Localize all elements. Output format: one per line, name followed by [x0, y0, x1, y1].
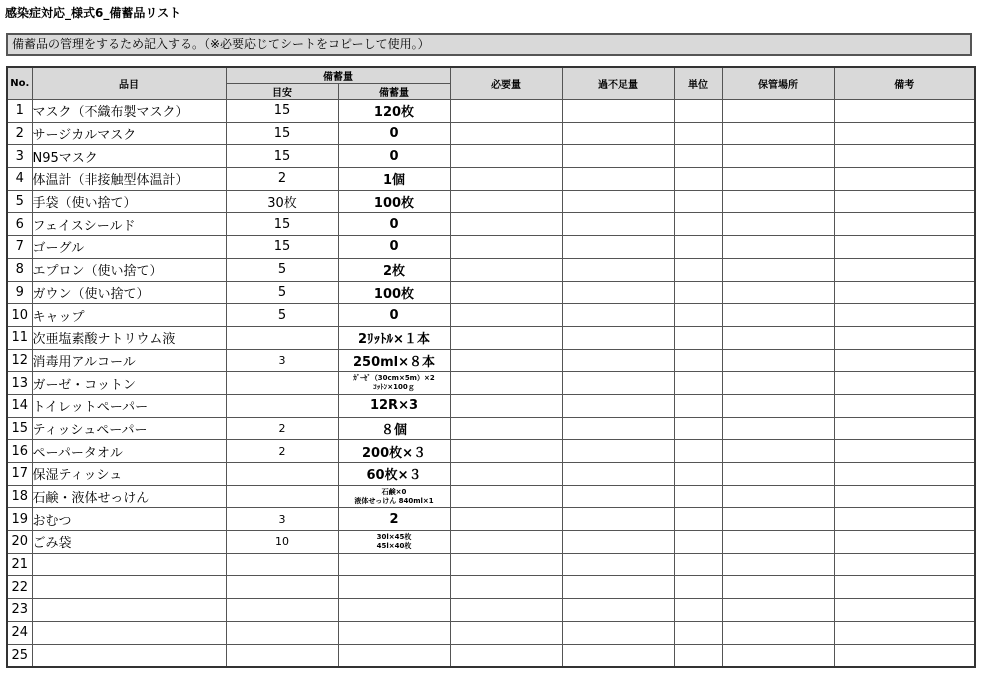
item-name-cell[interactable]: ガーゼ・コットン [32, 372, 226, 395]
storage-cell[interactable] [722, 168, 834, 191]
header-required: 必要量 [450, 67, 562, 100]
target-cell[interactable] [226, 463, 338, 486]
item-name-cell[interactable] [32, 599, 226, 622]
header-stock: 備蓄量 [338, 84, 450, 100]
target-cell[interactable]: 10 [226, 531, 338, 554]
unit-cell[interactable] [674, 349, 722, 372]
storage-cell[interactable] [722, 463, 834, 486]
header-storage: 保管場所 [722, 67, 834, 100]
table-row [7, 463, 975, 486]
target-cell[interactable]: 15 [226, 100, 338, 123]
unit-cell[interactable] [674, 394, 722, 417]
remarks-cell[interactable] [834, 281, 975, 304]
target-cell[interactable]: 5 [226, 258, 338, 281]
remarks-cell[interactable] [834, 372, 975, 395]
target-cell[interactable] [226, 326, 338, 349]
shortage-cell[interactable] [562, 213, 674, 236]
remarks-cell[interactable] [834, 326, 975, 349]
remarks-cell[interactable] [834, 213, 975, 236]
item-name-cell[interactable]: フェイスシールド [32, 213, 226, 236]
unit-cell[interactable] [674, 258, 722, 281]
remarks-cell[interactable] [834, 621, 975, 644]
storage-cell[interactable] [722, 531, 834, 554]
shortage-cell[interactable] [562, 258, 674, 281]
shortage-cell[interactable] [562, 190, 674, 213]
stock-cell[interactable]: 100枚 [338, 190, 450, 213]
required-cell[interactable] [450, 644, 562, 667]
shortage-cell[interactable] [562, 349, 674, 372]
table-row [7, 349, 975, 372]
row-number[interactable]: 17 [7, 463, 32, 486]
shortage-cell[interactable] [562, 599, 674, 622]
unit-cell[interactable] [674, 326, 722, 349]
item-name-cell[interactable]: N95マスク [32, 145, 226, 168]
required-cell[interactable] [450, 190, 562, 213]
row-number[interactable]: 5 [7, 190, 32, 213]
target-cell[interactable]: 15 [226, 213, 338, 236]
table-row [7, 100, 975, 123]
storage-cell[interactable] [722, 236, 834, 259]
item-name-cell[interactable]: サージカルマスク [32, 122, 226, 145]
table-row [7, 440, 975, 463]
required-cell[interactable] [450, 213, 562, 236]
item-name-cell[interactable] [32, 621, 226, 644]
required-cell[interactable] [450, 258, 562, 281]
required-cell[interactable] [450, 349, 562, 372]
row-number[interactable]: 21 [7, 553, 32, 576]
stock-line: ｺｯﾄﾝ×100ｇ [373, 383, 415, 392]
unit-cell[interactable] [674, 508, 722, 531]
required-cell[interactable] [450, 372, 562, 395]
table-row [7, 644, 975, 667]
target-cell[interactable] [226, 485, 338, 508]
table-row [7, 508, 975, 531]
stock-cell[interactable] [338, 621, 450, 644]
shortage-cell[interactable] [562, 394, 674, 417]
stock-line: 液体せっけん 840ml×1 [354, 496, 434, 505]
target-cell[interactable]: 2 [226, 417, 338, 440]
shortage-cell[interactable] [562, 122, 674, 145]
item-name-cell[interactable]: 石鹸・液体せっけん [32, 485, 226, 508]
remarks-cell[interactable] [834, 168, 975, 191]
unit-cell[interactable] [674, 304, 722, 327]
required-cell[interactable] [450, 417, 562, 440]
unit-cell[interactable] [674, 644, 722, 667]
table-row [7, 213, 975, 236]
stock-cell[interactable]: 100枚 [338, 281, 450, 304]
target-cell[interactable]: 15 [226, 145, 338, 168]
stock-cell[interactable] [338, 485, 450, 508]
remarks-cell[interactable] [834, 417, 975, 440]
unit-cell[interactable] [674, 531, 722, 554]
storage-cell[interactable] [722, 100, 834, 123]
target-cell[interactable] [226, 644, 338, 667]
stock-list-table [6, 66, 976, 668]
row-number[interactable]: 24 [7, 621, 32, 644]
target-cell[interactable] [226, 621, 338, 644]
table-row [7, 485, 975, 508]
table-row [7, 417, 975, 440]
stock-cell[interactable]: ８個 [338, 417, 450, 440]
remarks-cell[interactable] [834, 644, 975, 667]
required-cell[interactable] [450, 576, 562, 599]
remarks-cell[interactable] [834, 576, 975, 599]
table-row [7, 553, 975, 576]
target-cell[interactable]: 15 [226, 122, 338, 145]
storage-cell[interactable] [722, 258, 834, 281]
item-name-cell[interactable]: ゴーグル [32, 236, 226, 259]
item-name-cell[interactable] [32, 576, 226, 599]
table-row [7, 145, 975, 168]
target-cell[interactable]: 30枚 [226, 190, 338, 213]
required-cell[interactable] [450, 145, 562, 168]
remarks-cell[interactable] [834, 394, 975, 417]
row-number[interactable]: 23 [7, 599, 32, 622]
remarks-cell[interactable] [834, 258, 975, 281]
storage-cell[interactable] [722, 576, 834, 599]
stock-cell[interactable]: 0 [338, 145, 450, 168]
required-cell[interactable] [450, 463, 562, 486]
item-name-cell[interactable]: 体温計（非接触型体温計） [32, 168, 226, 191]
row-number[interactable]: 2 [7, 122, 32, 145]
item-name-cell[interactable]: トイレットペーパー [32, 394, 226, 417]
target-cell[interactable]: 15 [226, 236, 338, 259]
stock-cell[interactable] [338, 372, 450, 395]
header-shortage: 過不足量 [562, 67, 674, 100]
shortage-cell[interactable] [562, 440, 674, 463]
storage-cell[interactable] [722, 372, 834, 395]
remarks-cell[interactable] [834, 440, 975, 463]
shortage-cell[interactable] [562, 281, 674, 304]
table-row [7, 258, 975, 281]
stock-line: 45l×40枚 [376, 541, 412, 550]
table-row [7, 190, 975, 213]
item-name-cell[interactable]: マスク（不織布製マスク） [32, 100, 226, 123]
row-number[interactable]: 7 [7, 236, 32, 259]
item-name-cell[interactable]: 消毒用アルコール [32, 349, 226, 372]
item-name-cell[interactable]: ペーパータオル [32, 440, 226, 463]
storage-cell[interactable] [722, 508, 834, 531]
unit-cell[interactable] [674, 168, 722, 191]
target-cell[interactable] [226, 553, 338, 576]
item-name-cell[interactable]: 手袋（使い捨て） [32, 190, 226, 213]
stock-cell[interactable]: 12R×3 [338, 394, 450, 417]
remarks-cell[interactable] [834, 553, 975, 576]
item-name-cell[interactable] [32, 644, 226, 667]
instruction-note: 備蓄品の管理をするため記入する。（※必要応じてシートをコピーして使用。） [6, 33, 972, 56]
stock-cell[interactable]: 2 [338, 508, 450, 531]
unit-cell[interactable] [674, 417, 722, 440]
stock-cell[interactable] [338, 599, 450, 622]
row-number[interactable]: 8 [7, 258, 32, 281]
remarks-cell[interactable] [834, 508, 975, 531]
table-row [7, 576, 975, 599]
storage-cell[interactable] [722, 213, 834, 236]
required-cell[interactable] [450, 440, 562, 463]
row-number[interactable]: 19 [7, 508, 32, 531]
unit-cell[interactable] [674, 281, 722, 304]
stock-cell[interactable] [338, 576, 450, 599]
remarks-cell[interactable] [834, 236, 975, 259]
required-cell[interactable] [450, 394, 562, 417]
storage-cell[interactable] [722, 599, 834, 622]
target-cell[interactable] [226, 372, 338, 395]
row-number[interactable]: 18 [7, 485, 32, 508]
unit-cell[interactable] [674, 485, 722, 508]
stock-line: 石鹸×0 [381, 487, 407, 496]
table-row [7, 372, 975, 395]
table-row [7, 599, 975, 622]
unit-cell[interactable] [674, 100, 722, 123]
table-row [7, 304, 975, 327]
table-row [7, 168, 975, 191]
required-cell[interactable] [450, 621, 562, 644]
required-cell[interactable] [450, 281, 562, 304]
storage-cell[interactable] [722, 122, 834, 145]
stock-cell[interactable]: 200枚×３ [338, 440, 450, 463]
item-name-cell[interactable]: ティッシュペーパー [32, 417, 226, 440]
storage-cell[interactable] [722, 190, 834, 213]
row-number[interactable]: 16 [7, 440, 32, 463]
stock-cell[interactable] [338, 531, 450, 554]
remarks-cell[interactable] [834, 463, 975, 486]
required-cell[interactable] [450, 122, 562, 145]
row-number[interactable]: 3 [7, 145, 32, 168]
stock-cell[interactable]: 2ﾘｯﾄﾙ×１本 [338, 326, 450, 349]
header-target: 目安 [226, 84, 338, 100]
shortage-cell[interactable] [562, 553, 674, 576]
table-row [7, 621, 975, 644]
item-name-cell[interactable]: 保湿ティッシュ [32, 463, 226, 486]
storage-cell[interactable] [722, 440, 834, 463]
stock-cell[interactable] [338, 644, 450, 667]
header-no: No. [7, 67, 32, 100]
item-name-cell[interactable]: 次亜塩素酸ナトリウム液 [32, 326, 226, 349]
shortage-cell[interactable] [562, 326, 674, 349]
stock-cell[interactable]: 0 [338, 122, 450, 145]
target-cell[interactable]: 5 [226, 304, 338, 327]
required-cell[interactable] [450, 326, 562, 349]
remarks-cell[interactable] [834, 599, 975, 622]
page-title: 感染症対応_様式6_備蓄品リスト [5, 6, 182, 20]
unit-cell[interactable] [674, 190, 722, 213]
storage-cell[interactable] [722, 145, 834, 168]
unit-cell[interactable] [674, 463, 722, 486]
unit-cell[interactable] [674, 440, 722, 463]
unit-cell[interactable] [674, 213, 722, 236]
storage-cell[interactable] [722, 621, 834, 644]
unit-cell[interactable] [674, 372, 722, 395]
required-cell[interactable] [450, 599, 562, 622]
stock-cell[interactable] [338, 553, 450, 576]
item-name-cell[interactable]: ごみ袋 [32, 531, 226, 554]
target-cell[interactable]: 2 [226, 168, 338, 191]
storage-cell[interactable] [722, 349, 834, 372]
target-cell[interactable]: 3 [226, 508, 338, 531]
stock-cell[interactable]: 2枚 [338, 258, 450, 281]
stock-cell[interactable]: 1個 [338, 168, 450, 191]
item-name-cell[interactable]: おむつ [32, 508, 226, 531]
shortage-cell[interactable] [562, 372, 674, 395]
row-number[interactable]: 12 [7, 349, 32, 372]
remarks-cell[interactable] [834, 349, 975, 372]
shortage-cell[interactable] [562, 236, 674, 259]
shortage-cell[interactable] [562, 621, 674, 644]
shortage-cell[interactable] [562, 145, 674, 168]
required-cell[interactable] [450, 168, 562, 191]
shortage-cell[interactable] [562, 644, 674, 667]
storage-cell[interactable] [722, 394, 834, 417]
shortage-cell[interactable] [562, 168, 674, 191]
unit-cell[interactable] [674, 122, 722, 145]
storage-cell[interactable] [722, 417, 834, 440]
unit-cell[interactable] [674, 599, 722, 622]
remarks-cell[interactable] [834, 190, 975, 213]
shortage-cell[interactable] [562, 531, 674, 554]
target-cell[interactable] [226, 599, 338, 622]
row-number[interactable]: 20 [7, 531, 32, 554]
row-number[interactable]: 15 [7, 417, 32, 440]
header-remarks: 備考 [834, 67, 975, 100]
shortage-cell[interactable] [562, 485, 674, 508]
required-cell[interactable] [450, 100, 562, 123]
target-cell[interactable]: 3 [226, 349, 338, 372]
header-stock-group: 備蓄量 [226, 67, 450, 84]
remarks-cell[interactable] [834, 485, 975, 508]
table-row [7, 122, 975, 145]
shortage-cell[interactable] [562, 463, 674, 486]
row-number[interactable]: 10 [7, 304, 32, 327]
row-number[interactable]: 13 [7, 372, 32, 395]
row-number[interactable]: 25 [7, 644, 32, 667]
header-item: 品目 [32, 67, 226, 100]
required-cell[interactable] [450, 304, 562, 327]
shortage-cell[interactable] [562, 304, 674, 327]
stock-cell[interactable]: 0 [338, 304, 450, 327]
stock-cell[interactable]: 0 [338, 213, 450, 236]
unit-cell[interactable] [674, 145, 722, 168]
storage-cell[interactable] [722, 281, 834, 304]
shortage-cell[interactable] [562, 100, 674, 123]
stock-line: ｶﾞｰｾﾞ（30cm×5m）×2 [353, 374, 435, 383]
stock-cell[interactable]: 250ml×８本 [338, 349, 450, 372]
row-number[interactable]: 22 [7, 576, 32, 599]
target-cell[interactable]: 5 [226, 281, 338, 304]
item-name-cell[interactable]: エプロン（使い捨て） [32, 258, 226, 281]
item-name-cell[interactable] [32, 553, 226, 576]
stock-line: 30l×45枚 [376, 532, 412, 541]
storage-cell[interactable] [722, 644, 834, 667]
row-number[interactable]: 14 [7, 394, 32, 417]
remarks-cell[interactable] [834, 122, 975, 145]
row-number[interactable]: 9 [7, 281, 32, 304]
target-cell[interactable]: 2 [226, 440, 338, 463]
unit-cell[interactable] [674, 236, 722, 259]
stock-cell[interactable]: 0 [338, 236, 450, 259]
item-name-cell[interactable]: ガウン（使い捨て） [32, 281, 226, 304]
header-unit: 単位 [674, 67, 722, 100]
item-name-cell[interactable]: キャップ [32, 304, 226, 327]
unit-cell[interactable] [674, 553, 722, 576]
table-row [7, 281, 975, 304]
storage-cell[interactable] [722, 553, 834, 576]
table-row [7, 394, 975, 417]
remarks-cell[interactable] [834, 145, 975, 168]
storage-cell[interactable] [722, 304, 834, 327]
row-number[interactable]: 11 [7, 326, 32, 349]
target-cell[interactable] [226, 394, 338, 417]
stock-cell[interactable]: 120枚 [338, 100, 450, 123]
row-number[interactable]: 4 [7, 168, 32, 191]
row-number[interactable]: 6 [7, 213, 32, 236]
unit-cell[interactable] [674, 621, 722, 644]
remarks-cell[interactable] [834, 100, 975, 123]
table-row [7, 236, 975, 259]
required-cell[interactable] [450, 485, 562, 508]
required-cell[interactable] [450, 508, 562, 531]
stock-cell[interactable]: 60枚×３ [338, 463, 450, 486]
table-row [7, 326, 975, 349]
row-number[interactable]: 1 [7, 100, 32, 123]
target-cell[interactable] [226, 576, 338, 599]
required-cell[interactable] [450, 531, 562, 554]
unit-cell[interactable] [674, 576, 722, 599]
remarks-cell[interactable] [834, 304, 975, 327]
remarks-cell[interactable] [834, 531, 975, 554]
shortage-cell[interactable] [562, 508, 674, 531]
storage-cell[interactable] [722, 485, 834, 508]
required-cell[interactable] [450, 553, 562, 576]
required-cell[interactable] [450, 236, 562, 259]
shortage-cell[interactable] [562, 417, 674, 440]
storage-cell[interactable] [722, 326, 834, 349]
table-row [7, 531, 975, 554]
shortage-cell[interactable] [562, 576, 674, 599]
